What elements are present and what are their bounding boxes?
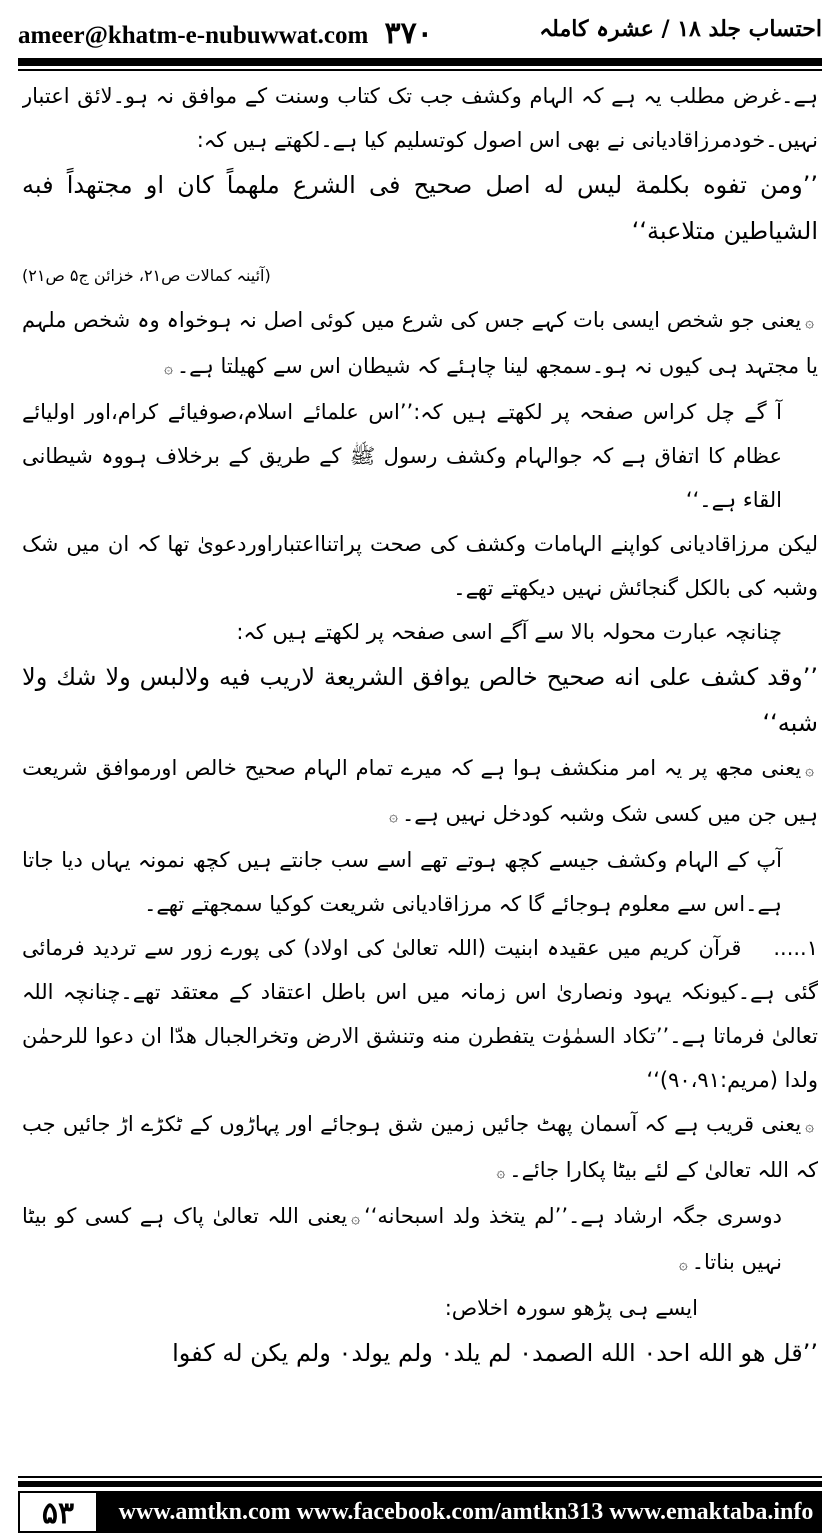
paragraph: آپ کے الہام وکشف جیسے کچھ ہوتے تھے اسے سب جانتے ہیں کچھ نمونہ یہاں دیا جاتا ہے۔اس سے معلوم ہوجائے گا کہ مرزاقادیانی شریعت کوکیا سمجھتے تھے۔ xyxy=(22,848,782,916)
translation-text: یعنی قریب ہے کہ آسمان پھٹ جائیں زمین شق ہوجائے اور پہاڑوں کے ٹکڑے اڑ جائیں جب کہ اللہ تعالیٰ کے لئے بیٹا پکارا جائے۔ xyxy=(22,1112,818,1182)
page-body xyxy=(22,74,818,1472)
paragraph xyxy=(22,1194,818,1286)
page-footer xyxy=(18,1491,822,1533)
list-item-text: قرآن کریم میں عقیدہ ابنیت (اللہ تعالیٰ کی اولاد) کی پورے زور سے تردید فرمائی گئی ہے۔کیونکہ یہود ونصاریٰ اس زمانہ میں اس باطل اعتقاد کے معتقد تھے۔چنانچہ اللہ تعالیٰ فرماتا ہے۔’’تكاد السمٰوٰت يتفطرن منه وتنشق الارض وتخرالجبال هدّا ان دعوا للرحمٰن ولدا (مریم:۹۰،۹۱)‘‘ xyxy=(22,936,818,1092)
translation-text: یعنی جو شخص ایسی بات کہے جس کی شرع میں کوئی اصل نہ ہوخواہ وہ شخص ملہم یا مجتہد ہی کیوں نہ ہو۔سمجھ لینا چاہئے کہ شیطان اس سے کھیلتا ہے۔ xyxy=(22,308,818,378)
reference: (آئینہ کمالات ص۲۱، خزائن ج۵ ص۲۱) xyxy=(22,266,271,285)
ornament-icon: ۞ xyxy=(678,1255,688,1273)
ornament-icon: ۞ xyxy=(805,1117,814,1135)
translation-text: یعنی مجھ پر یہ امر منکشف ہوا ہے کہ میرے تمام الہام صحیح خالص اورموافق شریعت ہیں جن میں کسی شک وشبہ کودخل نہیں ہے۔ xyxy=(22,756,818,826)
list-marker: ۱..... xyxy=(773,936,818,960)
list-item xyxy=(22,926,818,1102)
paragraph: لیکن مرزاقادیانی کواپنے الہامات وکشف کی صحت پراتنااعتباراوردعویٰ تھا کہ ان میں شک وشبہ کی بالکل گنجائش نہیں دیکھتے تھے۔ xyxy=(22,532,818,600)
header-left xyxy=(18,16,433,51)
paragraph: ایسے ہی پڑھو سورہ اخلاص: xyxy=(444,1296,698,1320)
paragraph: چنانچہ عبارت محولہ بالا سے آگے اسی صفحہ پر لکھتے ہیں کہ: xyxy=(236,620,782,644)
header-page-number: ۳۷۰ xyxy=(384,17,433,50)
translation-text: یعنی اللہ تعالیٰ پاک ہے کسی کو بیٹا نہیں بناتا۔ xyxy=(22,1204,782,1274)
header-email[interactable]: ameer@khatm-e-nubuwwat.com xyxy=(18,22,369,49)
paragraph: ہے۔غرض مطلب یہ ہے کہ الہام وکشف جب تک کتاب وسنت کے موافق نہ ہو۔لائق اعتبار نہیں۔خودمرزاقادیانی نے بھی اس اصول کوتسلیم کیا ہے۔لکھتے ہیں کہ: xyxy=(22,84,818,152)
header-rule-thick xyxy=(18,58,822,66)
arabic-quote: ’’ومن تفوه بكلمة ليس له اصل صحيح فى الشرع ملهماً كان او مجتهداً فبه الشياطين متلاعبة‘‘ xyxy=(22,171,818,245)
ornament-icon: ۞ xyxy=(805,313,814,331)
page-header xyxy=(18,8,822,58)
ornament-icon: ۞ xyxy=(496,1163,506,1181)
footer-rule-thick xyxy=(18,1481,822,1487)
paragraph: آ گے چل کراس صفحہ پر لکھتے ہیں کہ:’’اس علمائے اسلام،صوفیائے کرام،اور اولیائے عظام کا اتفاق ہے کہ جوالہام وکشف رسول ﷺ کے طریق کے برخلاف ہووہ شیطانی القاء ہے۔‘‘ xyxy=(22,400,782,512)
footer-page-number: ۵۳ xyxy=(18,1491,98,1533)
arabic-quote: ’’وقد كشف على انه صحيح خالص يوافق الشريعة لاريب فيه ولالبس ولا شك ولا شبه‘‘ xyxy=(22,663,818,737)
arabic-quote: ’’قل هو الله احد۰ الله الصمد۰ لم يلد۰ ولم يولد۰ ولم يكن له كفوا xyxy=(172,1339,818,1367)
translation xyxy=(22,746,818,838)
header-book-title: احتساب جلد ۱۸ / عشرہ کاملہ xyxy=(539,16,822,42)
footer-rule-thin xyxy=(18,1476,822,1478)
ornament-icon: ۞ xyxy=(351,1209,361,1227)
header-rule-thin xyxy=(18,69,822,71)
translation xyxy=(22,1102,818,1194)
ornament-icon: ۞ xyxy=(164,359,173,377)
ornament-icon: ۞ xyxy=(389,807,398,825)
paragraph-text: دوسری جگہ ارشاد ہے۔’’لم يتخذ ولد اسبحانه‘‘ xyxy=(364,1204,782,1228)
translation xyxy=(22,298,818,390)
ornament-icon: ۞ xyxy=(805,761,814,779)
footer-urls[interactable]: www.amtkn.com www.facebook.com/amtkn313 www.emaktaba.info xyxy=(118,1499,814,1525)
